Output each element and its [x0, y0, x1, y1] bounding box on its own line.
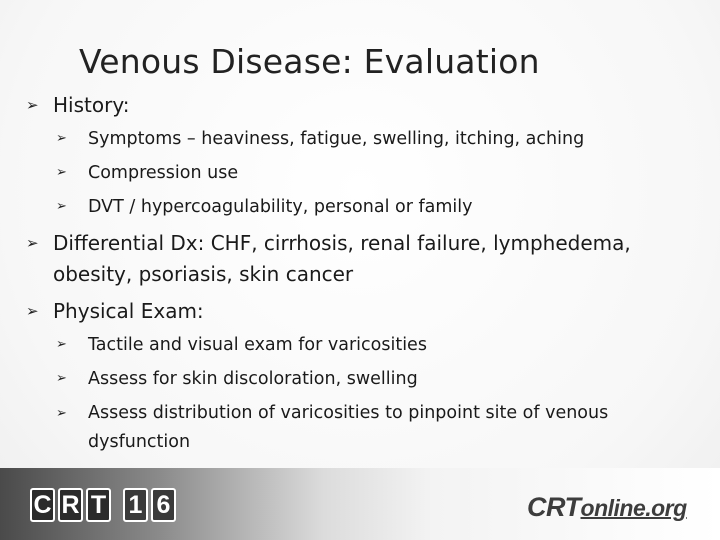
sub-bullet-text: Assess distribution of varicosities to pinpoint site of venous dysfunction	[88, 403, 609, 452]
bullet-text: Physical Exam:	[53, 299, 204, 323]
sub-bullet-text: Assess for skin discoloration, swelling	[88, 369, 418, 389]
bullet-physical-exam	[26, 294, 696, 328]
sub-bullet-text: DVT / hypercoagulability, personal or family	[88, 197, 473, 217]
arrow-bullet-icon: ➢	[26, 234, 39, 252]
sub-bullet	[26, 399, 696, 457]
logo-letter: 6	[151, 488, 176, 522]
logo-letter: 1	[123, 488, 148, 522]
bullet-text: History:	[53, 93, 130, 117]
sub-bullet	[26, 190, 696, 224]
slide-title: Venous Disease: Evaluation	[79, 42, 540, 81]
bullet-differential-dx	[26, 228, 696, 290]
crt16-logo	[30, 488, 176, 522]
crtonline-logo	[527, 492, 687, 523]
sub-bullet	[26, 122, 696, 156]
arrow-bullet-icon: ➢	[56, 406, 67, 421]
logo-letter: R	[58, 488, 83, 522]
logo-main: CRT	[527, 492, 581, 522]
arrow-bullet-icon: ➢	[56, 337, 67, 352]
sub-bullet	[26, 328, 696, 362]
sub-bullet-text: Compression use	[88, 163, 239, 183]
sub-bullet	[26, 362, 696, 396]
sub-bullet-text: Symptoms – heaviness, fatigue, swelling, itching, aching	[88, 129, 585, 149]
logo-letter: C	[30, 488, 55, 522]
footer-bar	[0, 468, 720, 540]
bullet-text: Differential Dx: CHF, cirrhosis, renal failure, lymphedema, obesity, psoriasis, skin cancer	[53, 231, 631, 286]
arrow-bullet-icon: ➢	[56, 131, 67, 146]
arrow-bullet-icon: ➢	[26, 96, 39, 114]
arrow-bullet-icon: ➢	[26, 302, 39, 320]
sub-bullet	[26, 156, 696, 190]
logo-letter: T	[86, 488, 111, 522]
bullet-history	[26, 88, 696, 122]
arrow-bullet-icon: ➢	[56, 371, 67, 386]
slide-content	[26, 88, 696, 457]
arrow-bullet-icon: ➢	[56, 165, 67, 180]
arrow-bullet-icon: ➢	[56, 199, 67, 214]
logo-suffix: online.org	[580, 495, 687, 521]
sub-bullet-text: Tactile and visual exam for varicosities	[88, 335, 427, 355]
